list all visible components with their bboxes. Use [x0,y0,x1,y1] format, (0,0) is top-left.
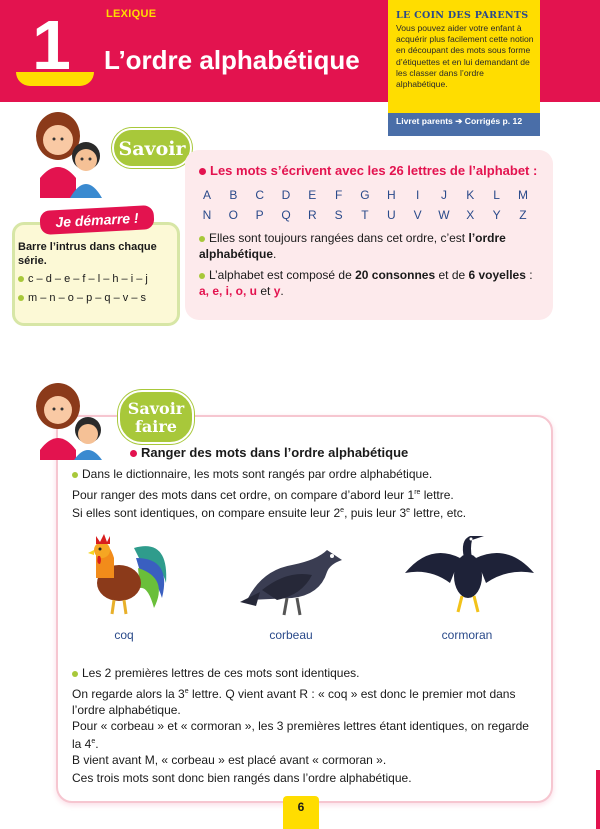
sf-paragraph-3: Si elles sont identiques, on compare ensuite leur 2e, puis leur 3e lettre, etc. [72,506,467,520]
alphabet-letter: O [228,208,238,222]
bullet-icon [72,472,78,478]
je-demarre-tag: Je démarre ! [39,205,154,235]
alphabet-letter: G [360,188,370,202]
sf-paragraph-8: Ces trois mots sont donc bien rangés dans l’ordre alphabétique. [72,771,412,785]
alphabet-letter: Z [519,208,527,222]
bullet-icon [199,168,206,175]
crow-illustration [232,530,350,620]
sf-paragraph-2: Pour ranger des mots dans cet ordre, on compare d’abord leur 1re lettre. [72,488,454,502]
parents-title: LE COIN DES PARENTS [396,10,529,21]
alphabet-letter: I [415,188,420,202]
chapter-number-badge [14,0,96,88]
bird-label-cormoran: cormoran [441,628,493,642]
alphabet-letter: B [229,188,238,202]
alphabet-letter: H [386,188,396,202]
alphabet-letter: V [413,208,422,222]
rooster-illustration [74,528,174,618]
alphabet-letter: J [440,188,447,202]
parents-footer: Livret parents ➔ Corrigés p. 12 [388,113,540,131]
alphabet-letter: N [202,208,212,222]
alphabet-letter: P [255,208,264,222]
savoir-paragraph-2: L’alphabet est composé de 20 consonnes et de 6 voyelles : a, e, i, o, u et y. [199,268,533,298]
mother-child-illustration [30,108,110,198]
section-label: LEXIQUE [106,8,157,20]
alphabet-row-2 [195,208,535,222]
alphabet-letter: K [466,188,475,202]
side-tab-mark [596,770,600,829]
parents-text: Vous pouvez aider votre enfant à acquérir plus facilement cette notion en découpant des mots sous forme d’étiquettes et en lui demandant de les classer dans l’ordre alphabétique. [396,23,534,90]
sf-paragraph-4: Les 2 premières lettres de ces mots sont identiques. [72,665,542,681]
savoir-panel [185,150,553,320]
exercise-series-2: m – n – o – p – q – v – s [18,292,146,304]
bullet-icon [199,273,205,279]
alphabet-letter: W [438,208,450,222]
alphabet-letter: E [308,188,317,202]
parents-corner [388,0,540,136]
chapter-number: 1 [32,6,71,84]
sf-paragraph-1: Dans le dictionnaire, les mots sont rangés par ordre alphabétique. [72,466,542,482]
alphabet-letter: X [466,208,475,222]
alphabet-letter: Y [492,208,501,222]
savoir-faire-bubble: Savoir faire [118,390,194,444]
page-number: 6 [283,796,319,829]
bird-label-corbeau: corbeau [269,628,313,642]
cormorant-illustration [400,528,538,618]
savoir-bubble: Savoir [112,128,192,168]
sf-paragraph-6: Pour « corbeau » et « cormoran », les 3 premières lettres étant identiques, on regarde la 4e. [72,719,529,751]
alphabet-letter: M [517,188,528,202]
alphabet-letter: R [307,208,317,222]
sf-paragraph-7: B vient avant M, « corbeau » est placé avant « cormoran ». [72,753,387,767]
bird-label-coq: coq [114,628,134,642]
sf-paragraph-5: On regarde alors la 3e lettre. Q vient avant R : « coq » est donc le premier mot dans l’ordre alphabétique. [72,687,516,717]
alphabet-letter: C [255,188,264,202]
alphabet-letter: S [334,208,343,222]
bullet-icon [199,236,205,242]
mother-child-illustration [30,380,110,460]
bullet-icon [18,295,24,301]
savoir-paragraph-1: Elles sont toujours rangées dans cet ordre, c’est l’ordre alphabétique. [199,231,506,261]
exercise-series-1: c – d – e – f – l – h – i – j [18,273,148,285]
alphabet-letter: Q [281,208,291,222]
alphabet-letter: A [202,188,211,202]
alphabet-letter: L [493,188,500,202]
savoir-heading: Les mots s’écrivent avec les 26 lettres de l’alphabet : [199,163,537,178]
alphabet-row-1 [195,188,535,202]
alphabet-letter: D [281,188,291,202]
page-title: L’ordre alphabétique [104,45,360,75]
savoir-faire-heading: Ranger des mots dans l’ordre alphabétique [130,445,408,460]
alphabet-letter: U [386,208,396,222]
alphabet-letter: T [361,208,369,222]
alphabet-letter: F [334,188,343,202]
bullet-icon [18,276,24,282]
exercise-instruction: Barre l’intrus dans chaque série. [18,241,157,267]
bullet-icon [72,671,78,677]
bullet-icon [130,450,137,457]
